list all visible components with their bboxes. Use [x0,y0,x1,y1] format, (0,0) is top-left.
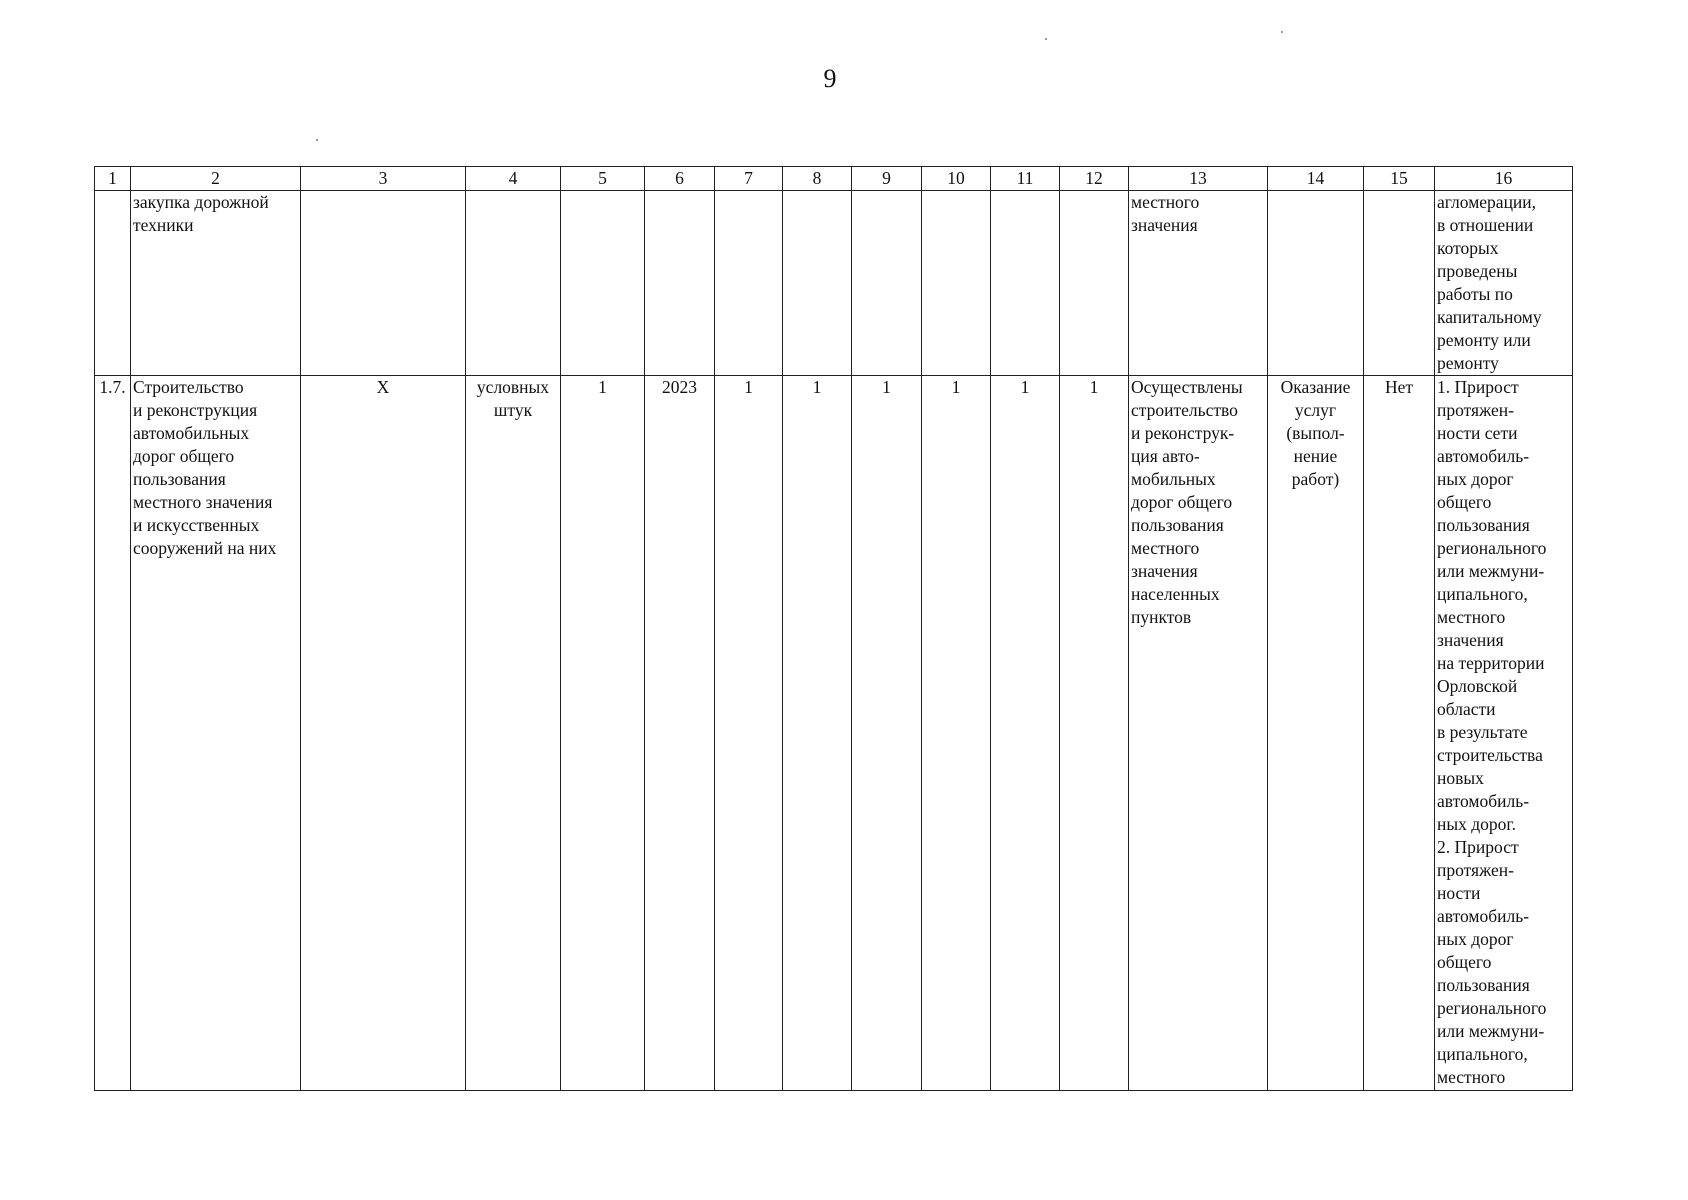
cell-text-line: общего [1437,952,1492,972]
cell-text-line: пользования [1437,515,1530,535]
cell-text-line: местного [1437,607,1506,627]
column-number-header: 14 [1268,167,1364,191]
cell-text-line: местного значения [133,492,273,512]
table-cell [131,191,301,376]
cell-text-line: 1 [951,377,961,397]
cell-text-line: штук [493,400,533,420]
cell-text-line: протяжен- [1437,860,1514,880]
cell-text-line: ремонту или [1437,330,1531,350]
cell-text-line: дорог общего [133,446,235,466]
cell-text-line: регионального [1437,998,1547,1018]
cell-text-line: ности [1437,883,1481,903]
cell-text-line: 1 [598,377,607,397]
cell-text-line: ципального, [1437,584,1528,604]
cell-text-line: ности сети [1437,423,1518,443]
cell-text-line: ция авто- [1131,446,1200,466]
cell-text-line: или межмуни- [1437,561,1545,581]
cell-text-line: пунктов [1131,607,1192,627]
cell-text-line: строительства [1437,745,1543,765]
column-number-header: 5 [561,167,645,191]
column-number-header: 3 [301,167,466,191]
cell-text-line: новых [1437,768,1484,788]
table-cell [991,376,1060,1091]
cell-text-line: 1. Прирост [1437,377,1519,397]
table-cell [301,191,466,376]
table-cell [95,376,131,1091]
cell-text-line: Строительство [133,377,244,397]
table-cell [922,191,991,376]
cell-text-line: Осуществлены [1131,377,1243,397]
table-cell [1364,191,1435,376]
cell-text-line: в отношении [1437,215,1534,235]
table-cell [1268,191,1364,376]
cell-text-line: техники [133,215,194,235]
cell-text-line: 1 [744,377,753,397]
cell-text-line: ципального, [1437,1044,1528,1064]
cell-text-line: в результате [1437,722,1528,742]
cell-text-line: и реконструк- [1131,423,1235,443]
table-cell [715,376,783,1091]
column-number-header: 4 [466,167,561,191]
cell-text-line: 1 [882,377,891,397]
table-cell [1060,191,1129,376]
table-cell [783,376,852,1091]
cell-text-line: ных дорог [1437,929,1514,949]
cell-text-line: регионального [1437,538,1547,558]
column-number-header: 10 [922,167,991,191]
column-number-row [95,167,1573,191]
table-cell [991,191,1060,376]
table-cell [922,376,991,1091]
cell-text-line: агломерации, [1437,192,1537,212]
table-cell [852,191,922,376]
column-number-header: 13 [1129,167,1268,191]
column-number-header: 15 [1364,167,1435,191]
cell-text-line: Нет [1384,377,1414,397]
page-number: 9 [823,64,837,93]
table-cell [1435,376,1573,1091]
cell-text-line: значения [1131,215,1198,235]
cell-text-line: на территории [1437,653,1545,673]
table-cell [561,191,645,376]
table-cell [131,376,301,1091]
cell-text-line: работ) [1291,469,1340,489]
table-cell [95,191,131,376]
cell-text-line: автомобильных [133,423,250,443]
cell-text-line: и реконструкция [133,400,258,420]
cell-text-line: условных [476,377,550,397]
table-row-continuation [95,191,1573,376]
column-number-header: 8 [783,167,852,191]
cell-text-line: протяжен- [1437,400,1514,420]
cell-text-line: населенных [1131,584,1220,604]
cell-text-line: общего [1437,492,1492,512]
cell-text-line: 1 [812,377,822,397]
table-cell [783,191,852,376]
cell-text-line: Орловской [1437,676,1518,696]
cell-text-line: 1 [1020,377,1030,397]
table-cell [1129,191,1268,376]
cell-text-line: ных дорог. [1437,814,1516,834]
cell-text-line: пользования [1131,515,1224,535]
cell-text-line: ремонту [1437,353,1499,373]
table-cell [1129,376,1268,1091]
cell-text-line: сооружений на них [133,538,277,558]
cell-text-line: работы по [1437,284,1513,304]
column-number-header: 9 [852,167,922,191]
table-row-1-7 [95,376,1573,1091]
cell-text-line: 1.7. [99,377,126,397]
cell-text-line: строительство [1131,400,1238,420]
column-number-header: 11 [991,167,1060,191]
cell-text-line: местного [1131,538,1200,558]
cell-text-line: местного [1131,192,1200,212]
table-cell [1268,376,1364,1091]
cell-text-line: ных дорог [1437,469,1514,489]
table-cell [852,376,922,1091]
table-cell [1060,376,1129,1091]
table-cell [645,191,715,376]
table-cell [466,191,561,376]
table-cell [1364,376,1435,1091]
cell-text-line: 2. Прирост [1437,837,1519,857]
cell-text-line: Оказание [1280,377,1351,397]
table-cell [301,376,466,1091]
cell-text-line: автомобиль- [1437,446,1530,466]
cell-text-line: закупка дорожной [133,192,269,212]
cell-text-line: которых [1437,238,1499,258]
scan-speck [1045,38,1047,40]
cell-text-line: услуг [1294,400,1337,420]
table-cell [645,376,715,1091]
cell-text-line: проведены [1437,261,1518,281]
cell-text-line: автомобиль- [1437,791,1530,811]
cell-text-line: капитальному [1437,307,1542,327]
cell-text-line: и искусственных [133,515,260,535]
table-cell [561,376,645,1091]
cell-text-line: Х [376,377,390,397]
cell-text-line: значения [1131,561,1198,581]
cell-text-line: автомобиль- [1437,906,1530,926]
cell-text-line: нение [1293,446,1338,466]
table-cell [466,376,561,1091]
cell-text-line: 1 [1089,377,1099,397]
cell-text-line: 2023 [662,377,697,397]
cell-text-line: пользования [1437,975,1530,995]
cell-text-line: мобильных [1131,469,1216,489]
table-cell [1435,191,1573,376]
cell-text-line: (выпол- [1286,423,1345,443]
column-number-header: 12 [1060,167,1129,191]
cell-text-line: местного [1437,1067,1506,1087]
cell-text-line: или межмуни- [1437,1021,1545,1041]
column-number-header: 2 [131,167,301,191]
column-number-header: 7 [715,167,783,191]
cell-text-line: области [1437,699,1496,719]
column-number-header: 6 [645,167,715,191]
cell-text-line: пользования [133,469,226,489]
cell-text-line: дорог общего [1131,492,1233,512]
column-number-header: 16 [1435,167,1573,191]
scan-speck [1281,31,1283,33]
column-number-header: 1 [95,167,131,191]
cell-text-line: значения [1437,630,1504,650]
table-cell [715,191,783,376]
scan-speck [316,139,318,141]
data-table [94,166,1573,1091]
